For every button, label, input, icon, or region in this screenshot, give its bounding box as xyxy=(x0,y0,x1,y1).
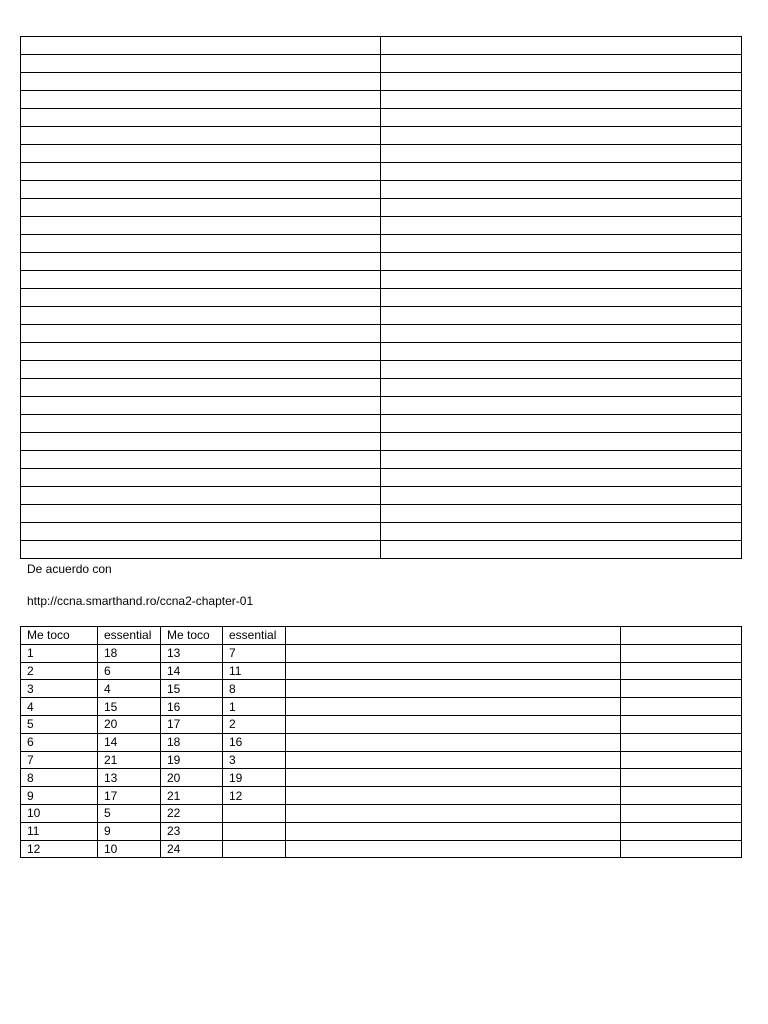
answers-cell: 21 xyxy=(98,751,161,769)
blank-grid-cell xyxy=(381,253,742,271)
answers-cell: 1 xyxy=(21,644,98,662)
answers-cell xyxy=(621,804,742,822)
blank-grid-cell xyxy=(381,145,742,163)
blank-grid-cell xyxy=(381,487,742,505)
blank-grid-row xyxy=(21,55,742,73)
answers-cell xyxy=(223,822,286,840)
answers-header-cell: Me toco xyxy=(21,627,98,645)
answers-cell: 20 xyxy=(98,715,161,733)
blank-grid-row xyxy=(21,73,742,91)
answers-header-cell: essential xyxy=(223,627,286,645)
answers-row xyxy=(21,715,742,733)
blank-grid-cell xyxy=(21,487,381,505)
blank-grid-cell xyxy=(21,541,381,559)
answers-cell: 22 xyxy=(161,804,223,822)
blank-grid-cell xyxy=(21,235,381,253)
answers-cell xyxy=(621,733,742,751)
blank-grid-row xyxy=(21,127,742,145)
blank-grid-cell xyxy=(21,343,381,361)
source-intro-text: De acuerdo con xyxy=(27,562,112,576)
answers-cell: 5 xyxy=(98,804,161,822)
blank-grid-cell xyxy=(21,379,381,397)
answers-cell xyxy=(621,680,742,698)
blank-grid-row xyxy=(21,397,742,415)
blank-grid-row xyxy=(21,199,742,217)
blank-grid-cell xyxy=(21,307,381,325)
answers-cell xyxy=(286,662,621,680)
blank-grid-cell xyxy=(381,91,742,109)
answers-cell: 12 xyxy=(223,787,286,805)
answers-cell: 7 xyxy=(21,751,98,769)
blank-grid-cell xyxy=(381,505,742,523)
blank-grid-row xyxy=(21,217,742,235)
answers-header-cell: Me toco xyxy=(161,627,223,645)
blank-grid-row xyxy=(21,271,742,289)
answers-cell xyxy=(286,698,621,716)
answers-cell: 16 xyxy=(223,733,286,751)
answers-cell: 9 xyxy=(98,822,161,840)
blank-grid-cell xyxy=(381,109,742,127)
answers-row xyxy=(21,662,742,680)
answers-cell: 18 xyxy=(98,644,161,662)
blank-grid-cell xyxy=(381,271,742,289)
blank-grid-cell xyxy=(21,73,381,91)
blank-grid-cell xyxy=(381,199,742,217)
answers-cell: 15 xyxy=(98,698,161,716)
blank-grid-cell xyxy=(21,451,381,469)
answers-cell xyxy=(223,840,286,858)
answers-cell: 19 xyxy=(161,751,223,769)
blank-grid-cell xyxy=(381,361,742,379)
blank-grid-cell xyxy=(21,55,381,73)
blank-grid-cell xyxy=(21,253,381,271)
answers-cell xyxy=(621,822,742,840)
answers-cell: 2 xyxy=(223,715,286,733)
blank-grid-cell xyxy=(21,163,381,181)
blank-grid-cell xyxy=(21,109,381,127)
blank-grid-cell xyxy=(381,325,742,343)
answers-header-row xyxy=(21,627,742,645)
blank-grid-row xyxy=(21,163,742,181)
answers-row xyxy=(21,840,742,858)
blank-grid-row xyxy=(21,523,742,541)
blank-grid-cell xyxy=(381,451,742,469)
blank-grid-row xyxy=(21,451,742,469)
answers-cell: 14 xyxy=(98,733,161,751)
answers-cell: 24 xyxy=(161,840,223,858)
answers-table-body xyxy=(21,644,742,858)
blank-grid-row xyxy=(21,469,742,487)
answers-table xyxy=(20,626,742,858)
answers-cell: 10 xyxy=(21,804,98,822)
answers-cell xyxy=(286,733,621,751)
answers-cell: 10 xyxy=(98,840,161,858)
blank-grid-row xyxy=(21,37,742,55)
blank-grid-row xyxy=(21,91,742,109)
answers-cell xyxy=(286,804,621,822)
answers-cell: 12 xyxy=(21,840,98,858)
blank-grid-cell xyxy=(21,325,381,343)
answers-cell: 16 xyxy=(161,698,223,716)
answers-cell xyxy=(621,698,742,716)
blank-grid-cell xyxy=(381,127,742,145)
answers-cell: 8 xyxy=(223,680,286,698)
answers-cell: 13 xyxy=(98,769,161,787)
answers-cell: 5 xyxy=(21,715,98,733)
blank-grid-cell xyxy=(381,433,742,451)
blank-grid-cell xyxy=(381,235,742,253)
blank-grid-cell xyxy=(381,523,742,541)
blank-grid-cell xyxy=(21,91,381,109)
blank-grid-cell xyxy=(381,541,742,559)
answers-cell xyxy=(286,787,621,805)
answers-row xyxy=(21,769,742,787)
blank-grid-cell xyxy=(381,397,742,415)
answers-cell: 3 xyxy=(223,751,286,769)
blank-grid-cell xyxy=(381,163,742,181)
blank-grid-cell xyxy=(21,397,381,415)
answers-cell xyxy=(286,680,621,698)
blank-grid-table xyxy=(20,36,742,559)
answers-cell xyxy=(286,840,621,858)
blank-grid-cell xyxy=(21,361,381,379)
blank-grid-cell xyxy=(21,127,381,145)
blank-grid-row xyxy=(21,415,742,433)
blank-grid-cell xyxy=(381,469,742,487)
blank-grid-cell xyxy=(21,505,381,523)
blank-grid-row xyxy=(21,343,742,361)
blank-grid-cell xyxy=(21,469,381,487)
blank-grid-row xyxy=(21,235,742,253)
answers-cell xyxy=(621,787,742,805)
answers-cell xyxy=(286,822,621,840)
blank-grid-cell xyxy=(381,415,742,433)
blank-grid-cell xyxy=(381,217,742,235)
answers-cell: 21 xyxy=(161,787,223,805)
answers-cell xyxy=(286,751,621,769)
answers-cell xyxy=(621,751,742,769)
blank-grid-cell xyxy=(21,37,381,55)
answers-cell: 13 xyxy=(161,644,223,662)
answers-cell xyxy=(621,662,742,680)
answers-cell: 9 xyxy=(21,787,98,805)
answers-cell: 8 xyxy=(21,769,98,787)
blank-grid-row xyxy=(21,361,742,379)
answers-row xyxy=(21,698,742,716)
blank-grid-cell xyxy=(21,181,381,199)
blank-grid-cell xyxy=(21,415,381,433)
answers-row xyxy=(21,680,742,698)
answers-cell: 2 xyxy=(21,662,98,680)
blank-grid-row xyxy=(21,181,742,199)
answers-cell: 17 xyxy=(161,715,223,733)
blank-grid-row xyxy=(21,505,742,523)
answers-cell: 15 xyxy=(161,680,223,698)
answers-cell xyxy=(621,840,742,858)
answers-cell: 17 xyxy=(98,787,161,805)
blank-grid-row xyxy=(21,307,742,325)
blank-grid-row xyxy=(21,253,742,271)
answers-cell: 7 xyxy=(223,644,286,662)
blank-grid-row xyxy=(21,325,742,343)
blank-grid-cell xyxy=(21,199,381,217)
blank-grid-cell xyxy=(381,181,742,199)
answers-cell xyxy=(286,769,621,787)
answers-cell xyxy=(286,644,621,662)
answers-cell xyxy=(621,715,742,733)
answers-row xyxy=(21,751,742,769)
blank-grid-cell xyxy=(381,289,742,307)
blank-grid-cell xyxy=(381,55,742,73)
answers-header-cell: essential xyxy=(98,627,161,645)
blank-grid-cell xyxy=(381,73,742,91)
answers-cell xyxy=(621,769,742,787)
answers-cell: 1 xyxy=(223,698,286,716)
answers-header-cell xyxy=(286,627,621,645)
answers-cell: 11 xyxy=(223,662,286,680)
blank-grid-cell xyxy=(21,523,381,541)
blank-grid-row xyxy=(21,289,742,307)
blank-grid-cell xyxy=(381,37,742,55)
answers-row xyxy=(21,804,742,822)
answers-cell: 14 xyxy=(161,662,223,680)
answers-cell: 6 xyxy=(98,662,161,680)
answers-cell: 6 xyxy=(21,733,98,751)
blank-grid-cell xyxy=(381,379,742,397)
answers-row xyxy=(21,733,742,751)
blank-grid-cell xyxy=(21,433,381,451)
blank-grid-cell xyxy=(21,271,381,289)
answers-header-cell xyxy=(621,627,742,645)
answers-cell: 4 xyxy=(98,680,161,698)
blank-grid-row xyxy=(21,379,742,397)
blank-grid-cell xyxy=(21,289,381,307)
answers-cell: 4 xyxy=(21,698,98,716)
blank-grid-cell xyxy=(21,217,381,235)
blank-grid-row xyxy=(21,145,742,163)
blank-grid-row xyxy=(21,541,742,559)
blank-grid-row xyxy=(21,433,742,451)
answers-cell: 20 xyxy=(161,769,223,787)
answers-cell xyxy=(286,715,621,733)
answers-row xyxy=(21,787,742,805)
blank-grid-body xyxy=(21,37,742,559)
answers-cell: 11 xyxy=(21,822,98,840)
answers-cell: 18 xyxy=(161,733,223,751)
blank-grid-cell xyxy=(21,145,381,163)
answers-cell: 23 xyxy=(161,822,223,840)
answers-cell: 3 xyxy=(21,680,98,698)
blank-grid-row xyxy=(21,487,742,505)
answers-row xyxy=(21,822,742,840)
answers-cell xyxy=(621,644,742,662)
answers-cell xyxy=(223,804,286,822)
answers-cell: 19 xyxy=(223,769,286,787)
answers-table-header xyxy=(21,627,742,645)
blank-grid-cell xyxy=(381,307,742,325)
source-url-text: http://ccna.smarthand.ro/ccna2-chapter-01 xyxy=(27,594,254,608)
blank-grid-row xyxy=(21,109,742,127)
blank-grid-cell xyxy=(381,343,742,361)
answers-row xyxy=(21,644,742,662)
